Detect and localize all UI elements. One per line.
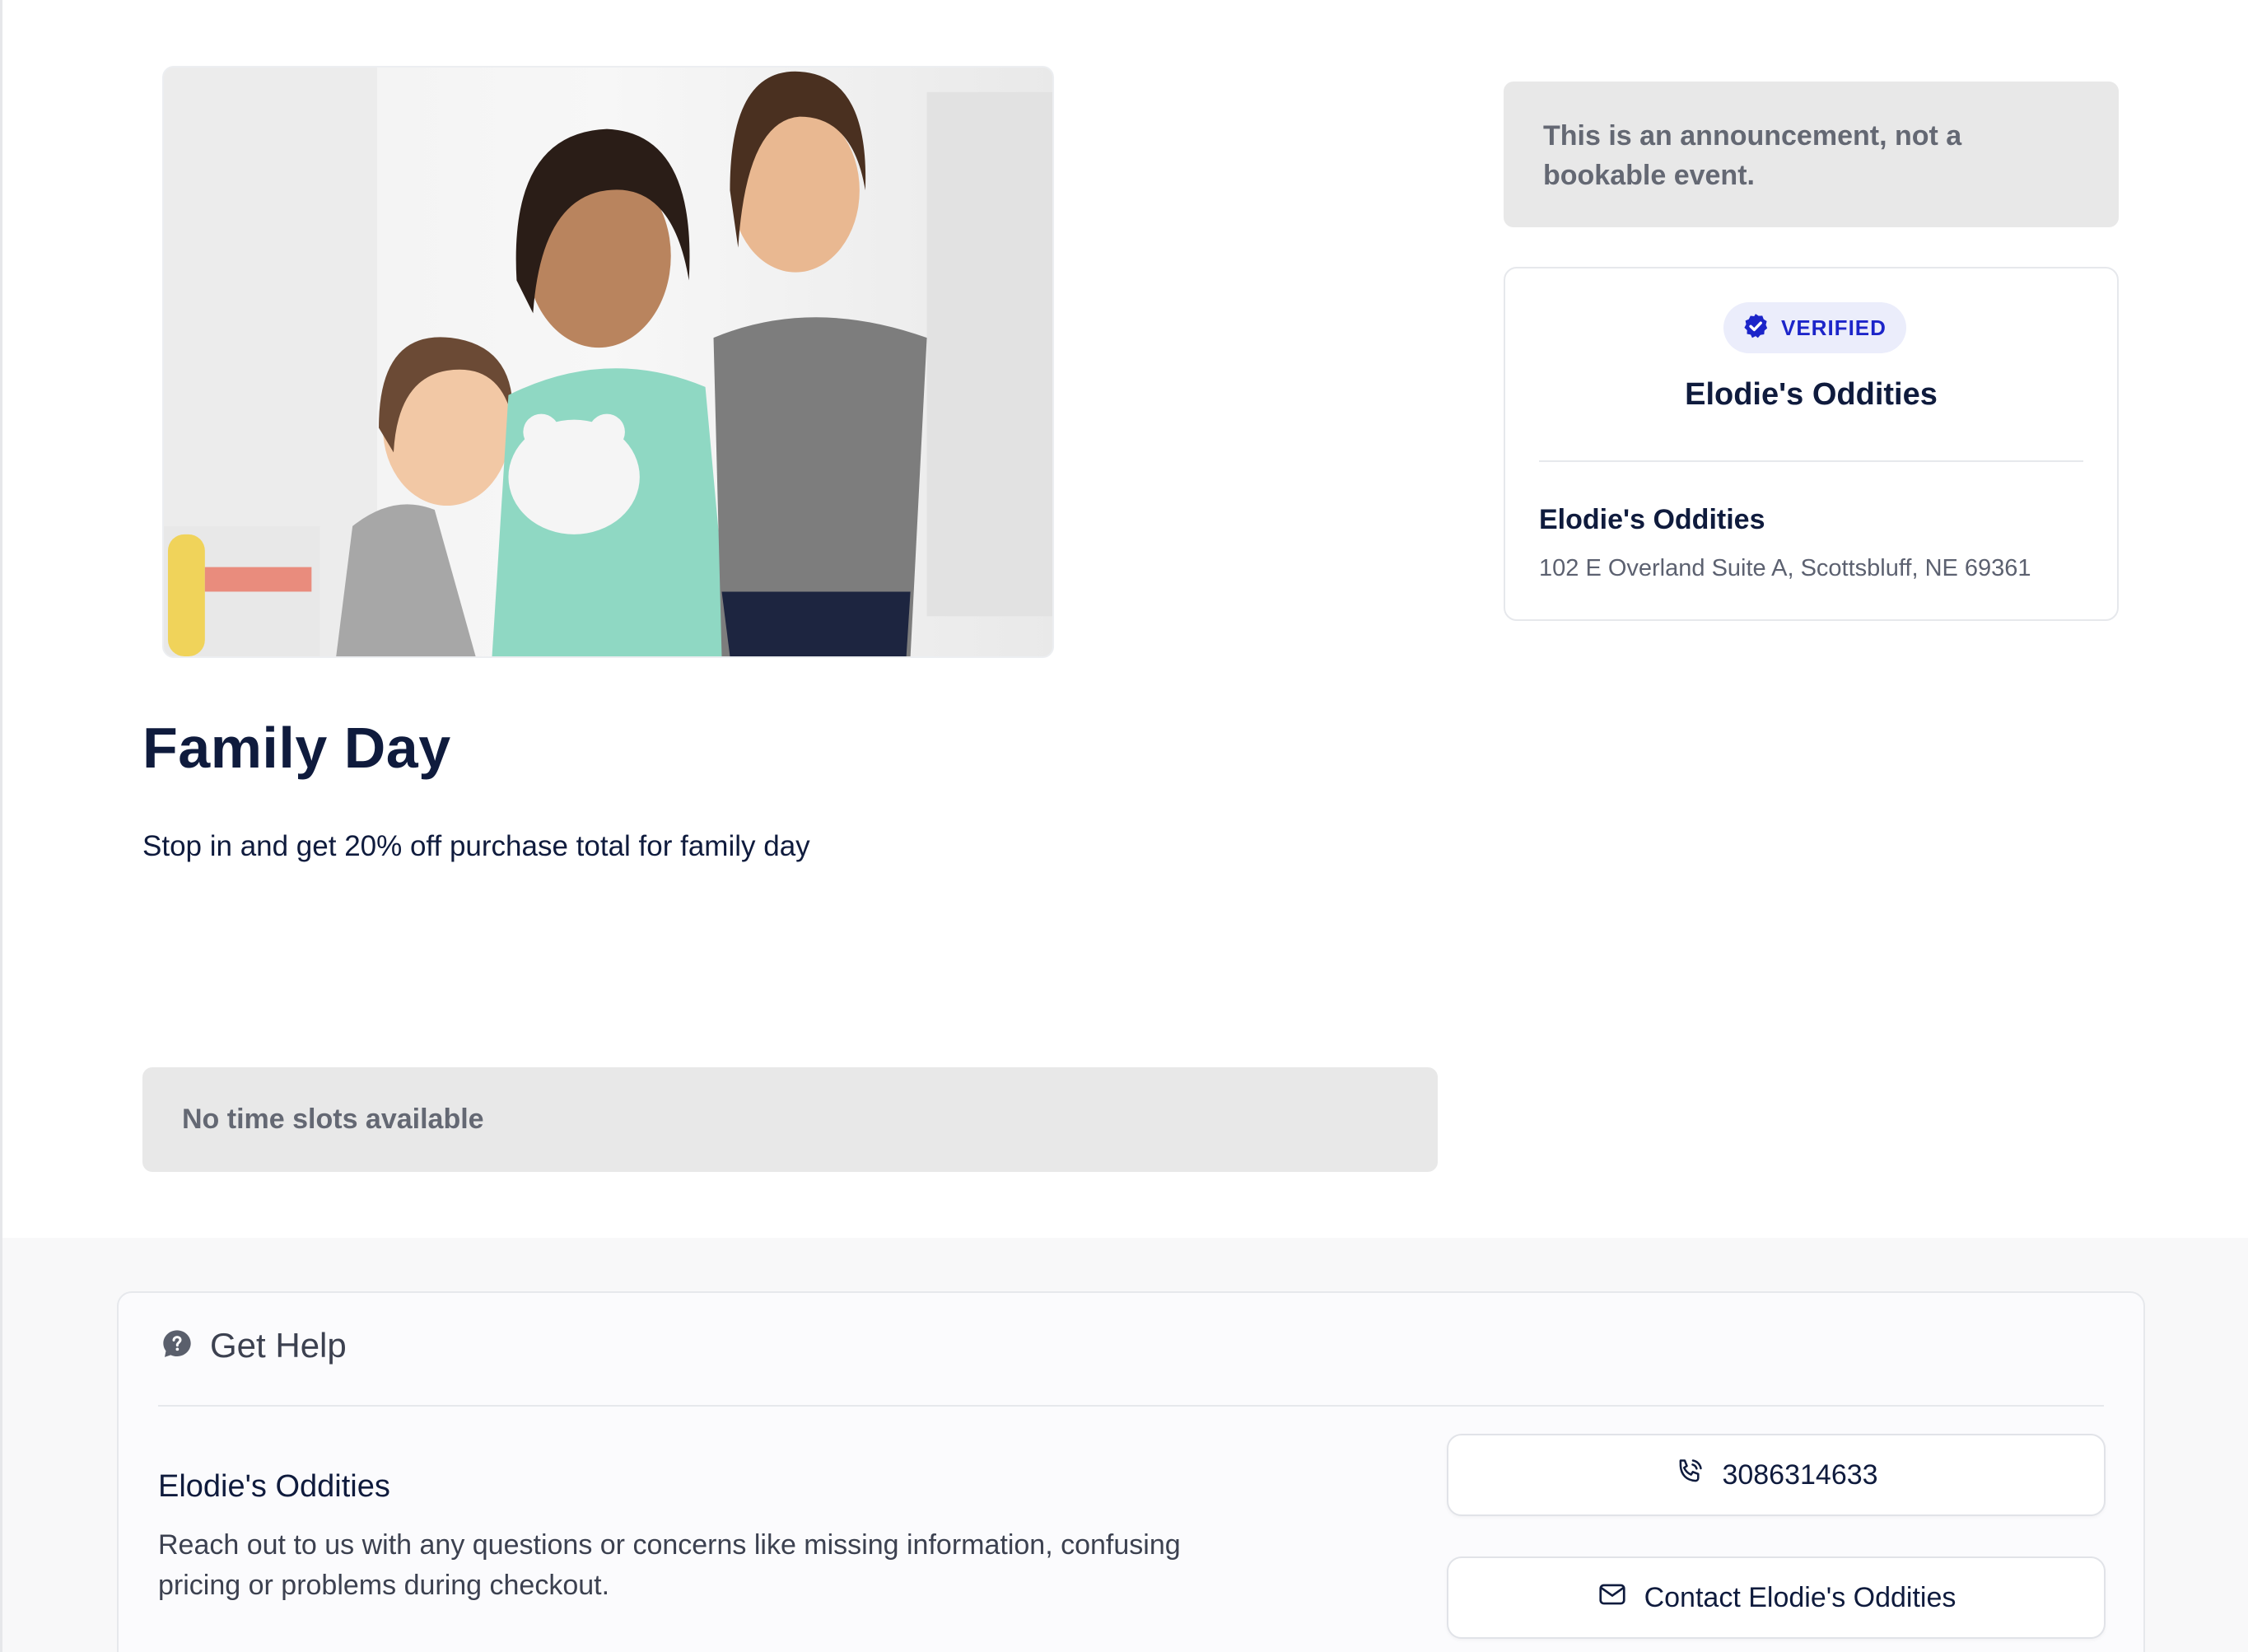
event-description: Stop in and get 20% off purchase total for family day	[142, 830, 810, 862]
get-help-card	[117, 1291, 2145, 1652]
phone-number: 3086314633	[1722, 1458, 1878, 1491]
contact-organizer-button[interactable]	[1447, 1556, 2106, 1639]
event-photo-illustration	[164, 68, 1052, 656]
card-divider	[1539, 460, 2083, 462]
help-org-name: Elodie's Oddities	[158, 1469, 390, 1504]
location-address: 102 E Overland Suite A, Scottsbluff, NE 69361	[1539, 555, 2031, 581]
verified-badge	[1723, 302, 1906, 353]
organizer-name: Elodie's Oddities	[1685, 377, 1938, 412]
event-image	[162, 66, 1054, 658]
location-name: Elodie's Oddities	[1539, 504, 1765, 535]
mail-icon	[1597, 1579, 1628, 1617]
call-phone-button[interactable]	[1447, 1434, 2106, 1516]
help-message: Reach out to us with any questions or concerns like missing information, confusing pricing or problems during checkout.	[158, 1529, 1181, 1601]
organizer-card	[1504, 267, 2119, 621]
help-divider	[158, 1405, 2104, 1407]
help-title: Get Help	[210, 1326, 347, 1365]
help-header	[161, 1326, 347, 1365]
time-slots-empty-state	[142, 1067, 1438, 1172]
event-title: Family Day	[142, 716, 451, 780]
contact-button-label: Contact Elodie's Oddities	[1644, 1581, 1957, 1613]
phone-icon	[1674, 1456, 1705, 1495]
announcement-text: This is an announcement, not a bookable event.	[1543, 120, 1962, 191]
no-slots-text: No time slots available	[182, 1104, 484, 1135]
verified-label: VERIFIED	[1781, 315, 1887, 340]
question-bubble-icon	[161, 1328, 194, 1365]
announcement-notice	[1504, 82, 2119, 227]
verified-check-icon	[1742, 312, 1770, 344]
